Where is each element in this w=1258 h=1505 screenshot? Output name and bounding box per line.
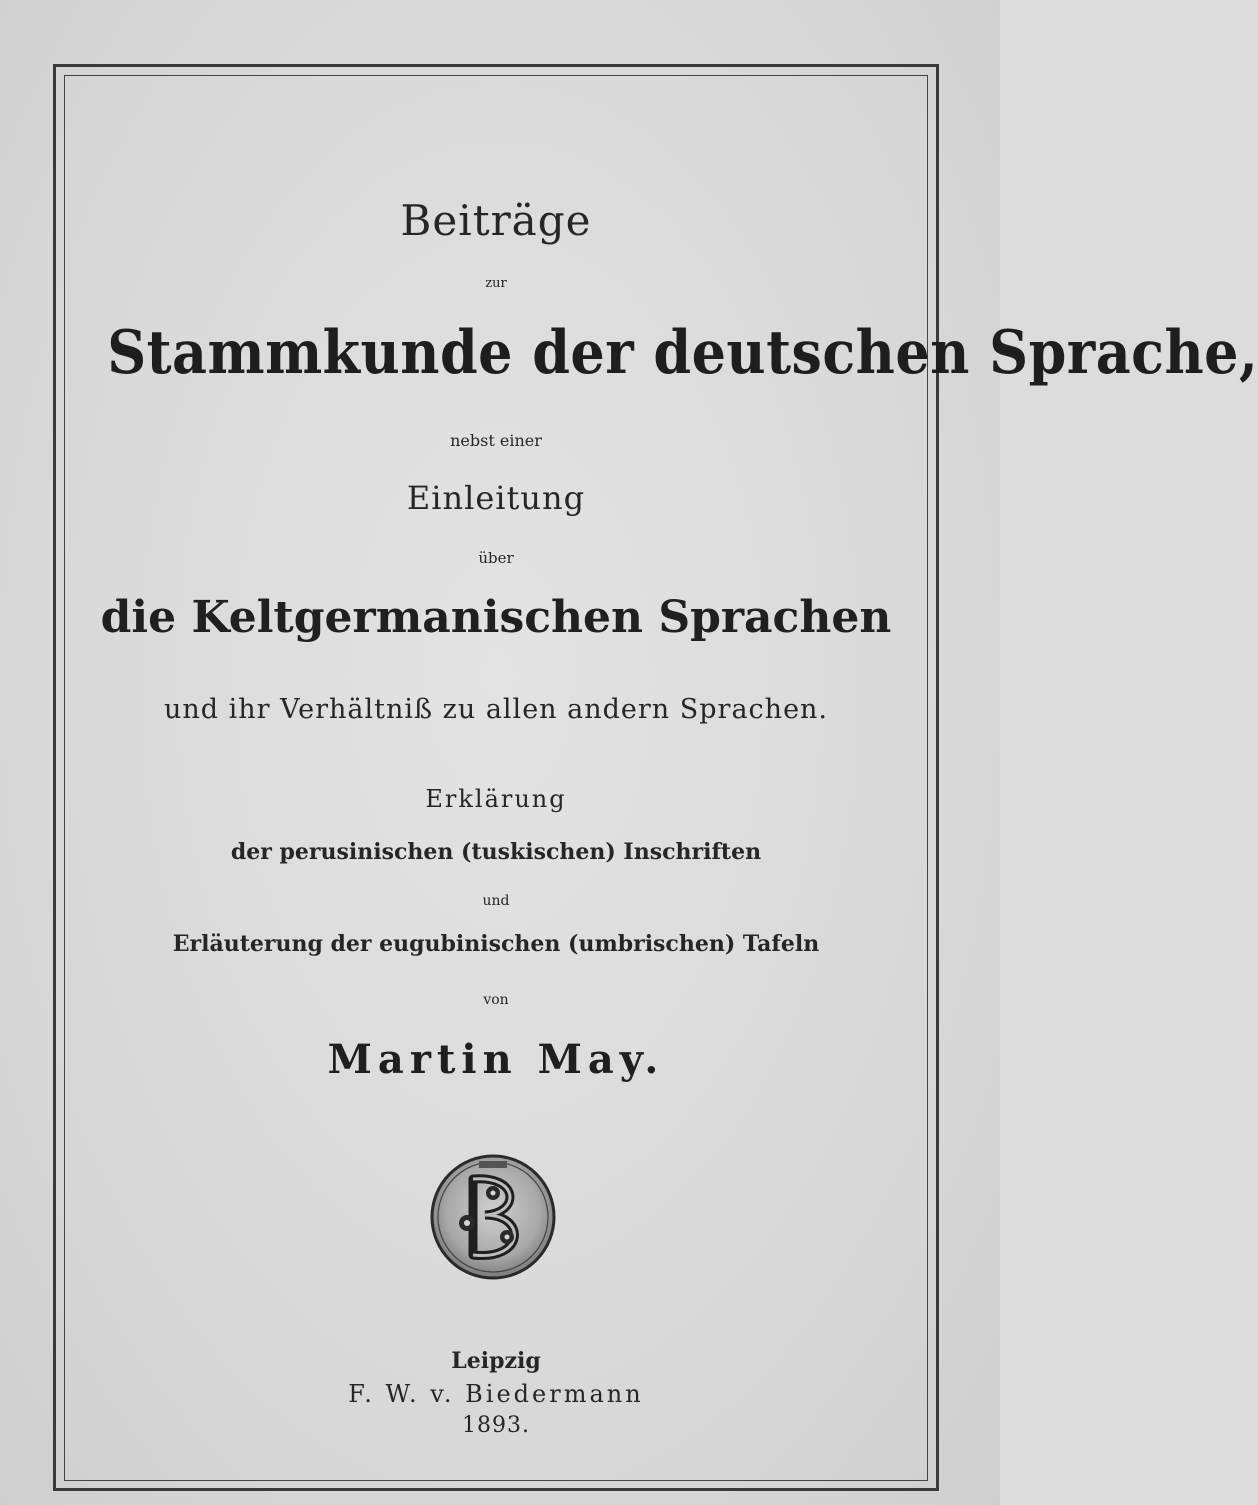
heading-erklaerung: Erklärung xyxy=(425,785,567,813)
heading-beitraege: Beiträge xyxy=(400,196,592,245)
connector-und: und xyxy=(482,893,510,909)
author-name: Martin May. xyxy=(327,1036,665,1083)
connector-von: von xyxy=(483,992,509,1008)
connector-zur: zur xyxy=(485,276,507,291)
subtitle-verhaeltniss: und ihr Verhältniß zu allen andern Sprachen. xyxy=(163,694,829,725)
heading-einleitung: Einleitung xyxy=(406,479,586,517)
subtitle-perusinische-inschriften: der perusinischen (tuskischen) Inschriften xyxy=(230,839,762,865)
main-title: Stammkunde der deutschen Sprache, xyxy=(107,318,1258,388)
subtitle-eugubinische-tafeln: Erläuterung der eugubinischen (umbrischen) Tafeln xyxy=(172,931,820,957)
subtitle-keltgermanisch: die Keltgermanischen Sprachen xyxy=(100,592,892,643)
imprint-year: 1893. xyxy=(462,1413,530,1438)
connector-ueber: über xyxy=(478,549,514,567)
publisher-monogram-seal-icon xyxy=(429,1153,557,1281)
imprint-city: Leipzig xyxy=(451,1348,541,1374)
imprint-publisher: F. W. v. Biedermann xyxy=(348,1380,644,1408)
connector-nebst-einer: nebst einer xyxy=(450,431,542,450)
